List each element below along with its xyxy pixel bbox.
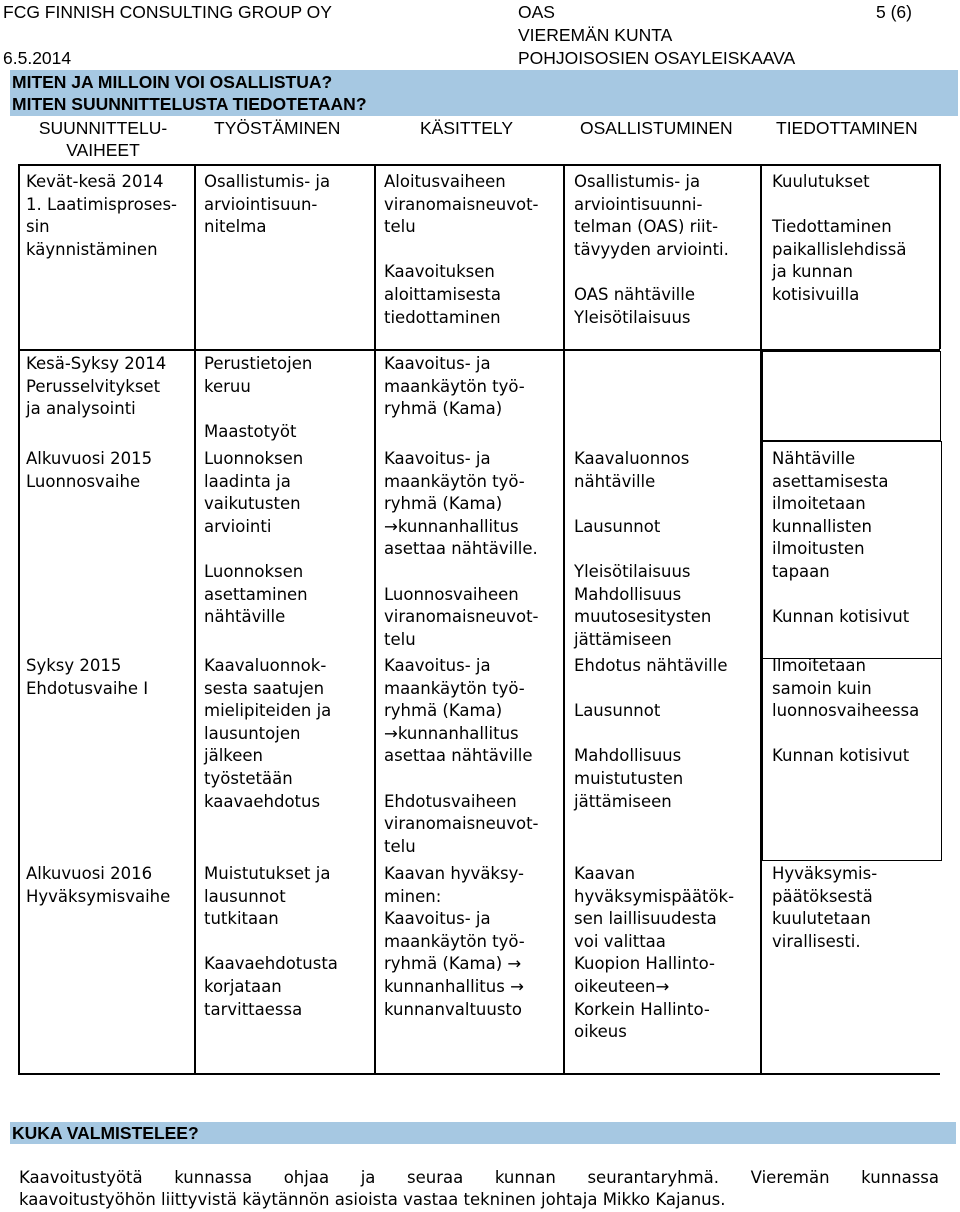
row4-informing: Ilmoitetaan samoin kuin luonnosvaiheessa Kunnan kotisivut (772, 656, 920, 766)
row2-processing: Kaavoitus- ja maankäytön työ- ryhmä (Kama) (384, 354, 525, 419)
document-type: OAS (518, 2, 555, 22)
municipality-name: VIEREMÄN KUNTA (518, 25, 673, 45)
who-text-line2: kaavoitustyöhön liittyvistä käytännön asioista vastaa tekninen johtaja Mikko Kajanus. (19, 1190, 726, 1209)
row2-phase: Kesä-Syksy 2014 Perusselvitykset ja analysointi (26, 354, 167, 419)
empty-info-box (762, 351, 941, 441)
row3-participation: Kaavaluonnos nähtäville Lausunnot Yleisötilaisuus Mahdollisuus muutosesitysten jättämiseen (574, 449, 712, 649)
row5-work: Muistutukset ja lausunnot tutkitaan Kaavaehdotusta korjataan tarvittaessa (204, 864, 338, 1019)
row5-processing: Kaavan hyväksy- minen: Kaavoitus- ja maankäytön työ- ryhmä (Kama) → kunnanhallitus → kunnanvaltuusto (384, 864, 525, 1019)
row4-processing: Kaavoitus- ja maankäytön työ- ryhmä (Kama) →kunnanhallitus asettaa nähtäville Ehdotusvaiheen viranomaisneuvot- telu (384, 656, 539, 856)
column-header-informing: TIEDOTTAMINEN (776, 118, 918, 138)
who-text-line1: Kaavoitustyötä kunnassa ohjaa ja seuraa kunnan seurantaryhmä. Vieremän kunnassa (19, 1168, 939, 1187)
row3-informing: Nähtäville asettamisesta ilmoitetaan kunnallisten ilmoitusten tapaan Kunnan kotisivut (772, 449, 910, 627)
column-header-processing: KÄSITTELY (420, 118, 514, 138)
row4-phase: Syksy 2015 Ehdotusvaihe I (26, 656, 149, 698)
plan-name: POHJOISOSIEN OSAYLEISKAAVA (518, 48, 796, 68)
company-name: FCG FINNISH CONSULTING GROUP OY (3, 2, 332, 22)
row1-processing: Aloitusvaiheen viranomaisneuvot- telu Kaavoituksen aloittamisesta tiedottaminen (384, 172, 539, 327)
row3-processing: Kaavoitus- ja maankäytön työ- ryhmä (Kama) →kunnanhallitus asettaa nähtäville. Luonnosvaiheen viranomaisneuvot- telu (384, 449, 539, 649)
document-date: 6.5.2014 (3, 48, 72, 68)
row5-informing: Hyväksymis- päätöksestä kuulutetaan virallisesti. (772, 864, 878, 951)
row4-participation: Ehdotus nähtäville Lausunnot Mahdollisuus muistutusten jättämiseen (574, 656, 728, 811)
row5-phase: Alkuvuosi 2016 Hyväksymisvaihe (26, 864, 171, 906)
page-number: 5 (6) (876, 2, 912, 22)
row1-participation: Osallistumis- ja arviointisuunni- telman (OAS) riit- tävyyden arviointi. OAS nähtäville Yleisötilaisuus (574, 172, 729, 327)
row1-work: Osallistumis- ja arviointisuun- nitelma (204, 172, 331, 237)
column-header-work: TYÖSTÄMINEN (214, 118, 341, 138)
intro-question-participate: MITEN JA MILLOIN VOI OSALLISTUA? (12, 72, 333, 92)
row5-participation: Kaavan hyväksymispäätök- sen laillisuudesta voi valittaa Kuopion Hallinto- oikeuteen→ Korkein Hallinto- oikeus (574, 864, 735, 1042)
who-heading: KUKA VALMISTELEE? (12, 1123, 199, 1143)
row1-phase: Kevät-kesä 2014 1. Laatimisproses- sin käynnistäminen (26, 172, 177, 259)
intro-question-informing: MITEN SUUNNITTELUSTA TIEDOTETAAN? (12, 94, 367, 114)
row3-work: Luonnoksen laadinta ja vaikutusten arviointi Luonnoksen asettaminen nähtäville (204, 449, 308, 627)
row2-work: Perustietojen keruu Maastotyöt (204, 354, 313, 441)
row3-phase: Alkuvuosi 2015 Luonnosvaihe (26, 449, 153, 491)
row1-informing: Kuulutukset Tiedottaminen paikallislehdissä ja kunnan kotisivuilla (772, 172, 907, 304)
column-header-phase: SUUNNITTELU- VAIHEET (38, 118, 168, 160)
column-header-participation: OSALLISTUMINEN (580, 118, 733, 138)
row4-work: Kaavaluonnok- sesta saatujen mielipiteiden ja lausuntojen jälkeen työstetään kaavaehdotus (204, 656, 332, 811)
